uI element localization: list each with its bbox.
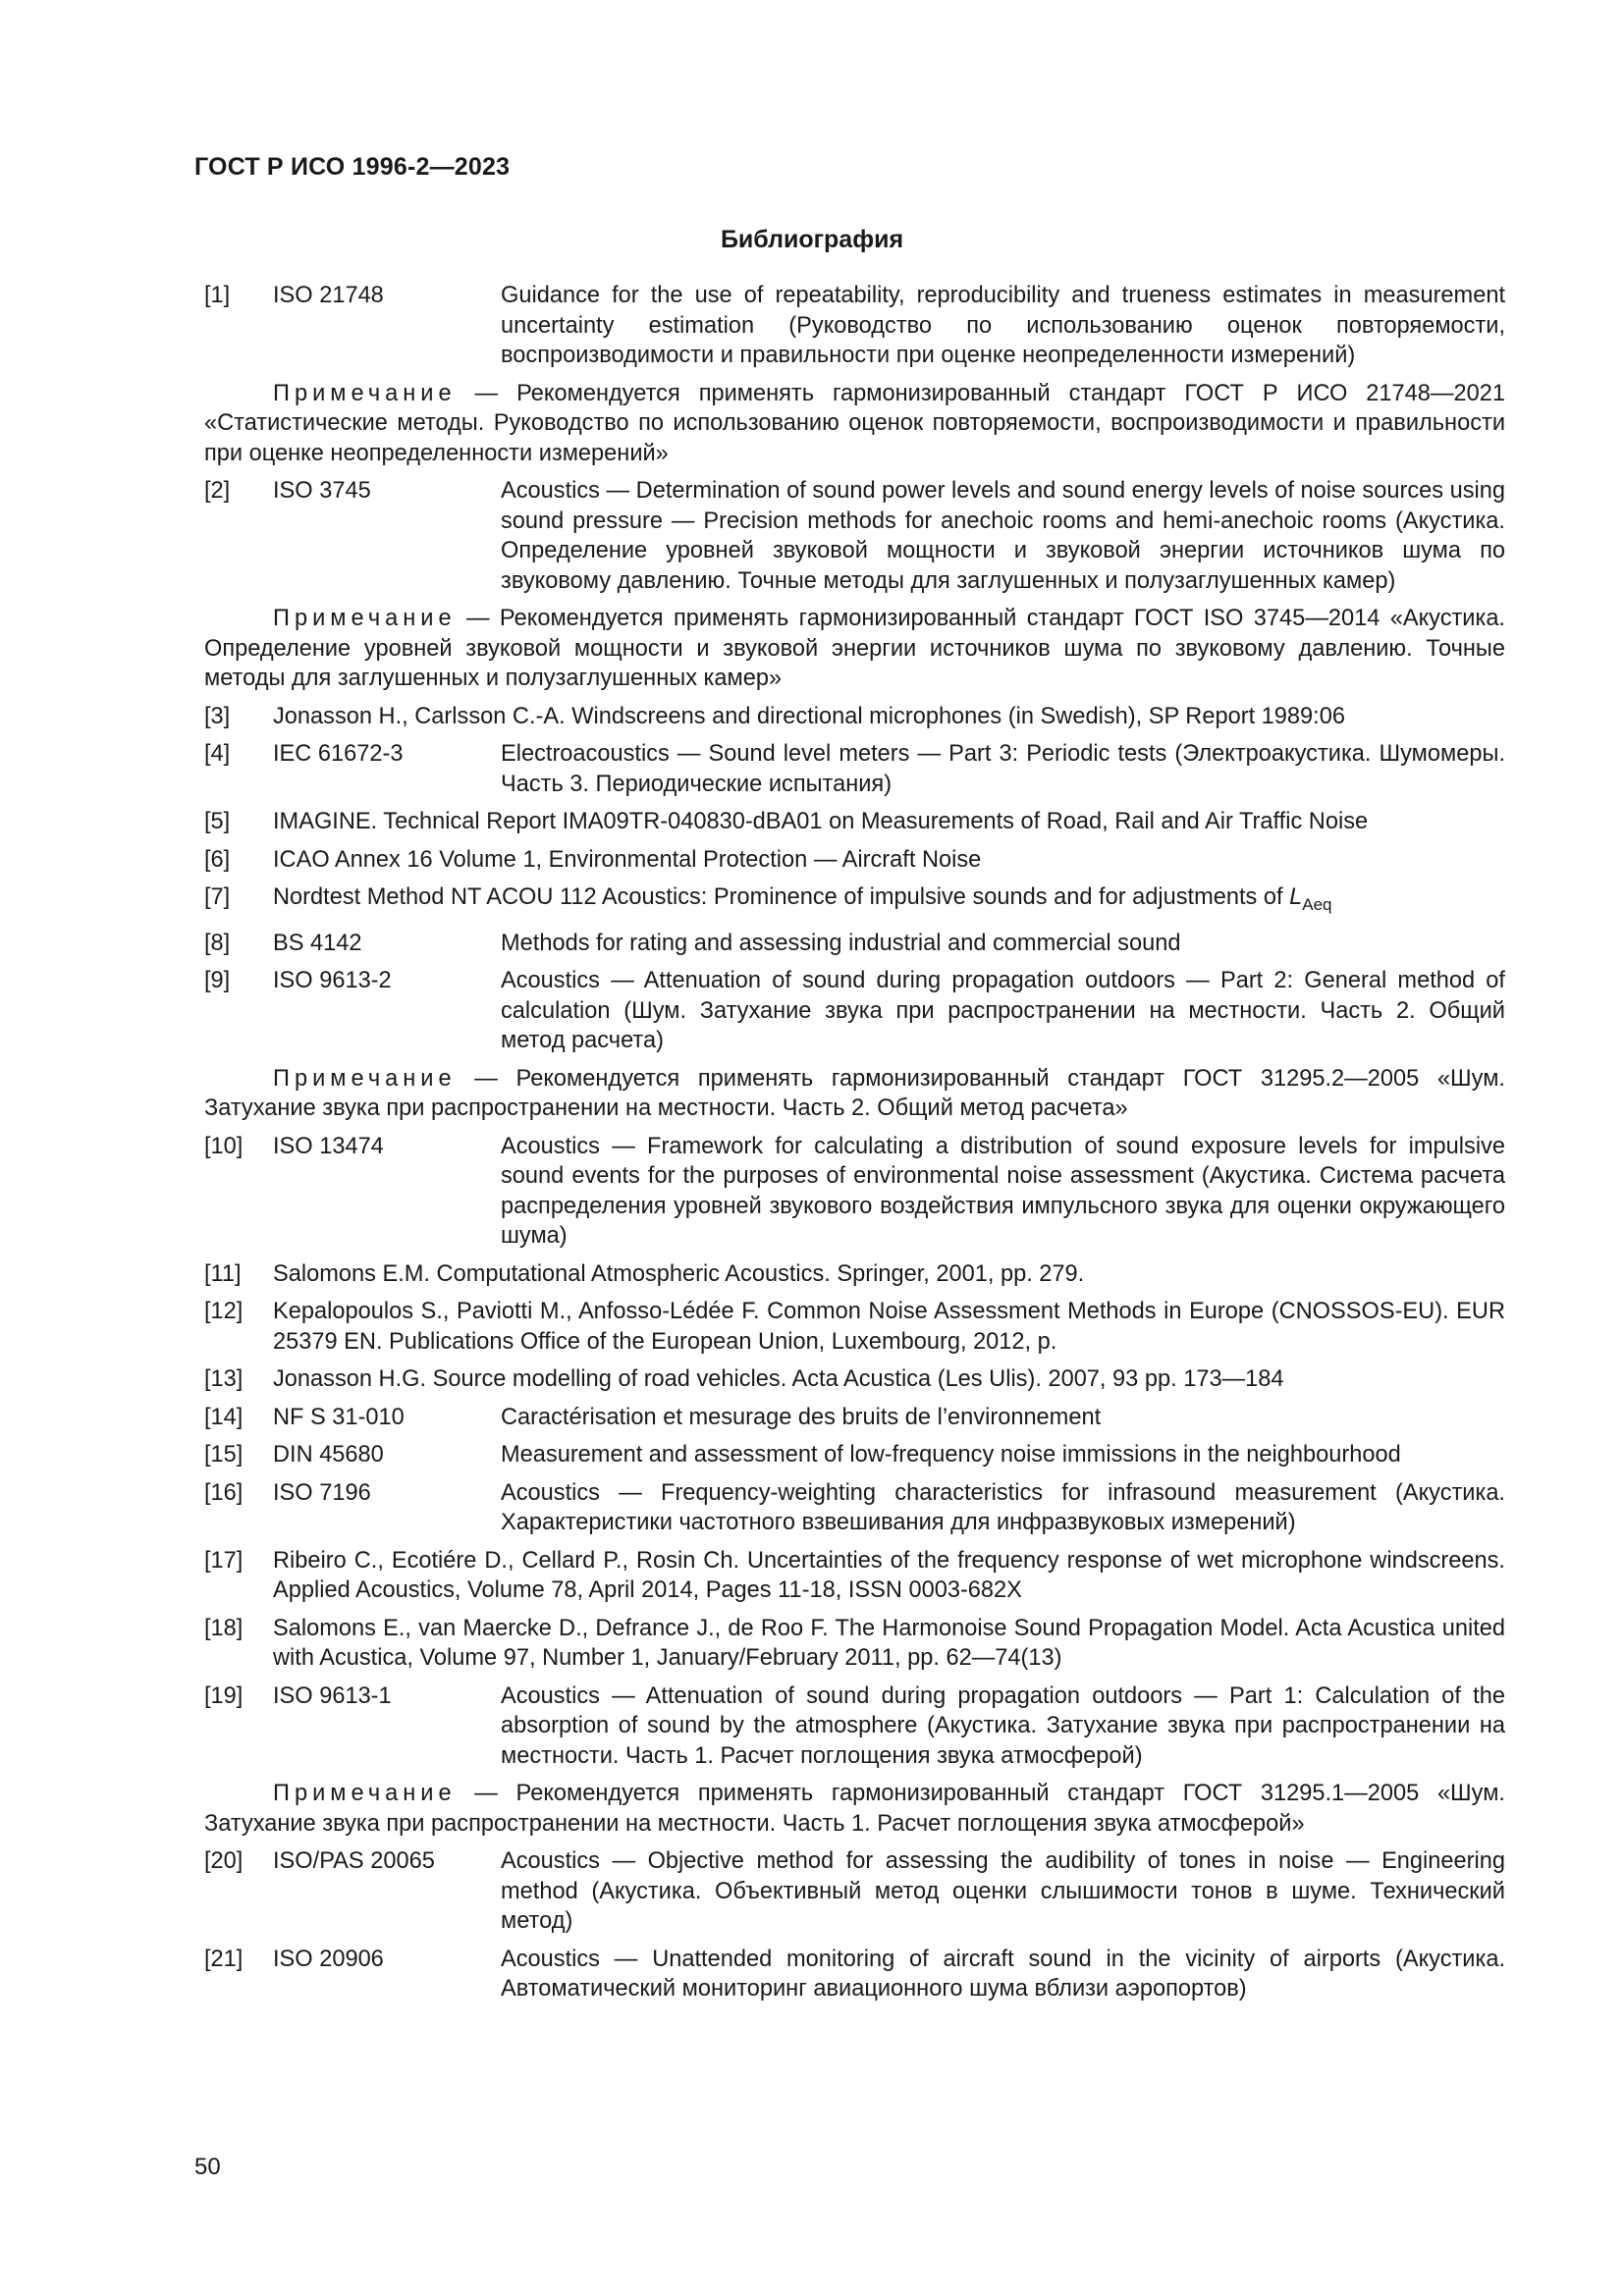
note-text: — Рекомендуется применять гармонизированный стандарт ГОСТ 31295.1—2005 «Шум. Затухание звука при распространении на местности. Часть 1. Расчет поглощения звука атмосферой» [204, 1781, 1505, 1837]
entry-code: ISO 13474 [273, 1133, 384, 1159]
entry-text: Jonasson H.G. Source modelling of road vehicles. Acta Acustica (Les Ulis). 2007, 93 pp. 173—184 [273, 1366, 1284, 1392]
entry-number: [20] [204, 1848, 244, 1874]
bib-entry-19 [204, 1682, 1505, 1772]
entry-code: BS 4142 [273, 930, 362, 956]
entry-code: ISO 20906 [273, 1946, 384, 1972]
bib-note-9 [204, 1064, 1505, 1124]
entry-code: ISO/PAS 20065 [273, 1848, 435, 1874]
entry-code: ISO 9613-2 [273, 968, 392, 993]
entry-text: Kepalopoulos S., Paviotti M., Anfosso-Lédée F. Common Noise Assessment Methods in Europe (CNOSSOS-EU). EUR 25379 EN. Publications Office of the European Union, Luxembourg, 2012, p. [273, 1299, 1505, 1355]
entry-text: Acoustics — Determination of sound power levels and sound energy levels of noise sources using sound pressure — Precision methods for anechoic rooms and hemi-anechoic rooms (Акустика. Определение уровней звуковой мощности и звуковой энергии источников шума по звуковому давлению. Точные методы для заглушенных и полузаглушенных камер) [501, 478, 1505, 594]
bib-entry-5 [204, 807, 1505, 837]
bib-entry-11 [204, 1259, 1505, 1290]
entry-code: DIN 45680 [273, 1442, 384, 1468]
entry-text: Acoustics — Unattended monitoring of aircraft sound in the vicinity of airports (Акустика. Автоматический мониторинг авиационного шума вблизи аэропортов) [501, 1946, 1505, 2002]
entry-code: ISO 21748 [273, 283, 384, 308]
laeq-subscript: Aeq [1302, 895, 1332, 914]
note-label: Примечание [273, 380, 457, 406]
note-text: — Рекомендуется применять гармонизированный стандарт ГОСТ Р ИСО 21748—2021 «Статистические методы. Руководство по использованию оценок повторяемости, воспроизводимости и правильности при оценке неопределенности измерений» [204, 380, 1505, 466]
bibliography-list [204, 281, 1505, 2012]
note-text: — Рекомендуется применять гармонизированный стандарт ГОСТ 31295.2—2005 «Шум. Затухание звука при распространении на местности. Часть 2. Общий метод расчета» [204, 1065, 1505, 1121]
bib-note-2 [204, 604, 1505, 694]
entry-text: Acoustics — Framework for calculating a distribution of sound exposure levels for impulsive sound events for the purposes of environmental noise assessment (Акустика. Система расчета распределения уровней звукового воздействия импульсного звука для оценки окружающего шума) [501, 1133, 1505, 1249]
entry-number: [16] [204, 1479, 244, 1506]
entry-number: [9] [204, 968, 231, 993]
bib-entry-3 [204, 702, 1505, 732]
bib-entry-18 [204, 1614, 1505, 1674]
entry-code: NF S 31-010 [273, 1404, 405, 1430]
bib-entry-4 [204, 739, 1505, 799]
entry-text: Methods for rating and assessing industrial and commercial sound [501, 930, 1181, 956]
entry-number: [3] [204, 703, 231, 729]
entry-number: [21] [204, 1946, 244, 1972]
bib-entry-2 [204, 476, 1505, 596]
bib-note-1 [204, 379, 1505, 469]
bib-entry-21 [204, 1945, 1505, 2004]
bib-note-19 [204, 1779, 1505, 1839]
bib-entry-17 [204, 1546, 1505, 1606]
note-label: Примечание [273, 1781, 457, 1806]
bib-entry-14 [204, 1403, 1505, 1433]
entry-text: Acoustics — Frequency-weighting characteristics for infrasound measurement (Акустика. Характеристики частотного взвешивания для инфразвуковых измерений) [501, 1479, 1505, 1535]
bib-entry-15 [204, 1440, 1505, 1470]
entry-text: Ribeiro C., Ecotiére D., Cellard P., Rosin Ch. Uncertainties of the frequency response of wet microphone windscreens. Applied Acoustics, Volume 78, April 2014, Pages 11-18, ISSN 0003-682X [273, 1547, 1505, 1603]
entry-number: [6] [204, 846, 231, 873]
entry-code: IEC 61672-3 [273, 741, 404, 767]
entry-text: ICAO Annex 16 Volume 1, Environmental Protection — Aircraft Noise [273, 846, 982, 873]
entry-text: Measurement and assessment of low-frequency noise immissions in the neighbourhood [501, 1442, 1401, 1468]
entry-code: ISO 9613-1 [273, 1682, 392, 1709]
entry-text: Electroacoustics — Sound level meters — Part 3: Periodic tests (Электроакустика. Шумомеры. Часть 3. Периодические испытания) [501, 741, 1505, 797]
entry-number: [13] [204, 1366, 244, 1392]
entry-text: Jonasson H., Carlsson C.-A. Windscreens and directional microphones (in Swedish), SP Report 1989:06 [273, 703, 1345, 729]
entry-text: Guidance for the use of repeatability, reproducibility and trueness estimates in measurement uncertainty estimation (Руководство по использованию оценок повторяемости, воспроизводимости и правильности при оценке неопределенности измерений) [501, 283, 1505, 368]
entry-number: [1] [204, 283, 231, 308]
entry-number: [19] [204, 1682, 244, 1709]
entry-text: Caractérisation et mesurage des bruits de l’environnement [501, 1404, 1102, 1430]
entry-text: Acoustics — Objective method for assessing the audibility of tones in noise — Engineering method (Акустика. Объективный метод оценки слышимости тонов в шуме. Технический метод) [501, 1848, 1505, 1934]
entry-number: [12] [204, 1299, 244, 1324]
bib-entry-20 [204, 1846, 1505, 1937]
entry-number: [5] [204, 809, 231, 834]
bib-entry-9 [204, 966, 1505, 1056]
bib-entry-6 [204, 845, 1505, 876]
entry-number: [2] [204, 478, 231, 504]
entry-number: [7] [204, 884, 231, 910]
entry-number: [17] [204, 1547, 244, 1574]
bibliography-title: Библиография [720, 226, 904, 253]
bib-entry-16 [204, 1478, 1505, 1538]
bib-entry-7 [204, 882, 1505, 921]
bib-entry-13 [204, 1364, 1505, 1395]
entry-number: [4] [204, 741, 231, 767]
entry-code: ISO 7196 [273, 1479, 371, 1506]
laeq-symbol: L [1289, 884, 1303, 910]
entry-text: Acoustics — Attenuation of sound during propagation outdoors — Part 2: General method of calculation (Шум. Затухание звука при распространении на местности. Часть 2. Общий метод расчета) [501, 968, 1505, 1053]
entry-text: Salomons E., van Maercke D., Defrance J., de Roo F. The Harmonoise Sound Propagation Model. Acta Acustica united with Acustica, Volume 97, Number 1, January/February 2011, pp. 62—74(13) [273, 1615, 1505, 1671]
note-text: — Рекомендуется применять гармонизированный стандарт ГОСТ ISO 3745—2014 «Акустика. Определение уровней звуковой мощности и звуковой энергии источников шума по звуковому давлению. Точные методы для заглушенных и полузаглушенных камер» [204, 606, 1505, 691]
page-number: 50 [194, 2154, 221, 2180]
note-label: Примечание [273, 1065, 457, 1092]
note-label: Примечание [273, 606, 457, 631]
entry-number: [18] [204, 1615, 244, 1641]
entry-number: [10] [204, 1133, 244, 1159]
bib-entry-8 [204, 929, 1505, 959]
entry-number: [14] [204, 1404, 244, 1430]
bib-entry-1 [204, 281, 1505, 371]
entry-number: [8] [204, 930, 231, 956]
bib-entry-12 [204, 1297, 1505, 1357]
entry-text: Salomons E.M. Computational Atmospheric Acoustics. Springer, 2001, pp. 279. [273, 1260, 1085, 1287]
entry-number: [15] [204, 1442, 244, 1468]
entry-number: [11] [204, 1260, 242, 1287]
document-header: ГОСТ Р ИСО 1996-2—2023 [194, 153, 511, 181]
entry-code: ISO 3745 [273, 478, 371, 504]
entry-text: Nordtest Method NT ACOU 112 Acoustics: Prominence of impulsive sounds and for adjustments of [273, 884, 1290, 910]
entry-text-container [273, 882, 1505, 921]
entry-text: IMAGINE. Technical Report IMA09TR-040830-dBA01 on Measurements of Road, Rail and Air Traffic Noise [273, 809, 1369, 834]
bib-entry-10 [204, 1132, 1505, 1252]
entry-text: Acoustics — Attenuation of sound during propagation outdoors — Part 1: Calculation of the absorption of sound by the atmosphere (Акустика. Затухание звука при распространении на местности. Часть 1. Расчет поглощения звука атмосферой) [501, 1682, 1505, 1769]
